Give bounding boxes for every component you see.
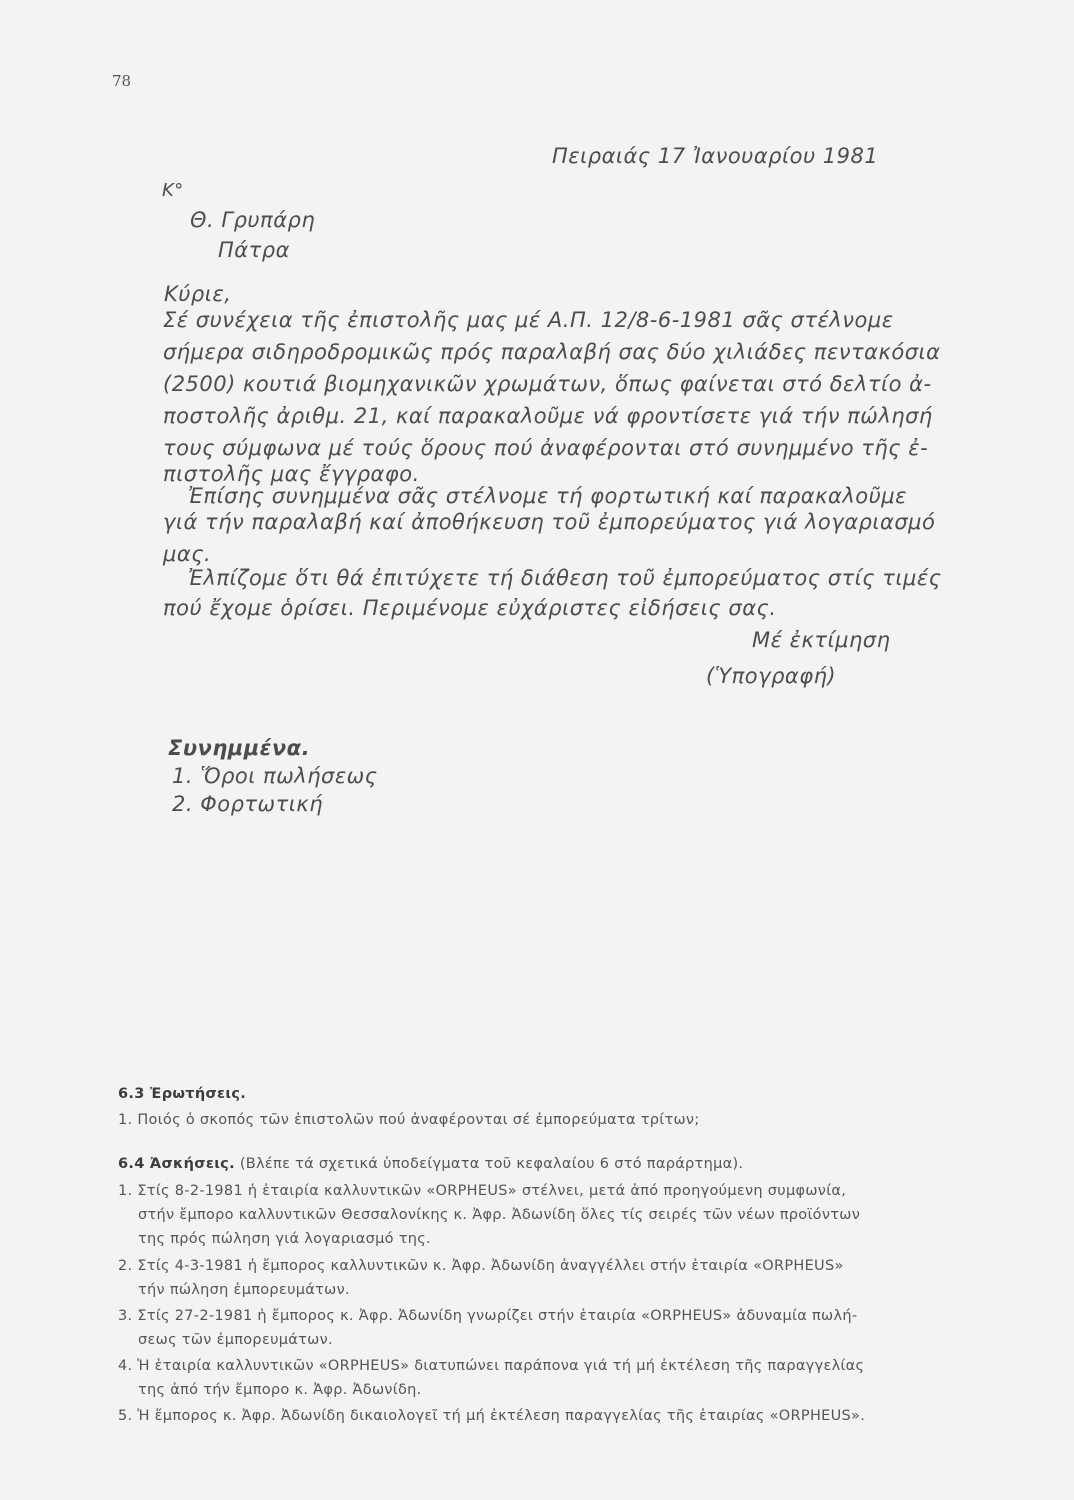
letter-body-line: γιά τήν παραλαβή καί ἀποθήκευση τοῦ ἐμπορεύματος γιά λογαριασμό [163,510,936,534]
exercises-note: (Βλέπε τά σχετικά ὑποδείγματα τοῦ κεφαλαίου 6 στό παράρτημα). [239,1156,744,1172]
exercise-line: τήν πώληση ἐμπορευμάτων. [138,1282,350,1298]
salutation: Κύριε, [164,282,232,306]
exercise-line: σεως τῶν ἐμπορευμάτων. [138,1332,333,1348]
attachment-item: 2. Φορτωτική [172,792,324,816]
recipient-city: Πάτρα [218,238,290,262]
address-prefix: Κ° [162,180,184,201]
letter-body-line: τους σύμφωνα μέ τούς ὅρους πού ἀναφέρονται στό συνημμένο τῆς ἐ- [163,436,929,460]
attachments-title: Συνημμένα. [168,736,311,760]
letter-body-line: Ἐλπίζομε ὅτι θά ἐπιτύχετε τή διάθεση τοῦ ἐμπορεύματος στίς τιμές [188,566,942,590]
exercises-header-row [118,1156,743,1172]
exercise-line: 3. Στίς 27-2-1981 ἡ ἔμπορος κ. Ἀφρ. Ἀδωνίδη γνωρίζει στήν ἑταιρία «ORPHEUS» ἀδυναμία πωλή- [118,1308,858,1324]
exercise-line: 5. Ἡ ἔμπορος κ. Ἀφρ. Ἀδωνίδη δικαιολογεῖ τή μή ἐκτέλεση παραγγελίας τῆς ἑταιρίας «ORPHEUS». [118,1408,866,1424]
letter-body-line: μας. [163,542,212,566]
exercise-line: 1. Στίς 8-2-1981 ἡ ἑταιρία καλλυντικῶν «ORPHEUS» στέλνει, μετά ἀπό προηγούμενη συμφωνία, [118,1183,847,1199]
letter-body-line: Ἐπίσης συνημμένα σᾶς στέλνομε τή φορτωτική καί παρακαλοῦμε [188,484,907,508]
question-item: 1. Ποιός ὁ σκοπός τῶν ἐπιστολῶν πού ἀναφέρονται σέ ἐμπορεύματα τρίτων; [118,1112,700,1128]
letter-body-line: Σέ συνέχεια τῆς ἐπιστολῆς μας μέ Α.Π. 12/8-6-1981 σᾶς στέλνομε [163,308,894,332]
letter-signature: (Ὑπογραφή) [706,664,837,688]
questions-heading: 6.3 Ἐρωτήσεις. [118,1086,247,1102]
letter-body-line: ποστολῆς ἀριθμ. 21, καί παρακαλοῦμε νά φροντίσετε γιά τήν πώλησή [163,404,933,428]
exercise-line: 2. Στίς 4-3-1981 ἡ ἔμπορος καλλυντικῶν κ. Ἀφρ. Ἀδωνίδη ἀναγγέλλει στήν ἑταιρία «ORPHEUS» [118,1258,844,1274]
page-number: 78 [112,72,132,90]
attachment-item: 1. Ὅροι πωλήσεως [172,764,378,788]
exercise-line: της πρός πώληση γιά λογαριασμό της. [138,1231,431,1247]
exercise-line: στήν ἔμπορο καλλυντικῶν Θεσσαλονίκης κ. Ἀφρ. Ἀδωνίδη ὅλες τίς σειρές τῶν νέων προϊόντων [138,1207,861,1223]
exercise-line: 4. Ἡ ἑταιρία καλλυντικῶν «ORPHEUS» διατυπώνει παράπονα γιά τή μή ἐκτέλεση τῆς παραγγελίας [118,1358,865,1374]
letter-body-line: σήμερα σιδηροδρομικῶς πρός παραλαβή σας δύο χιλιάδες πεντακόσια [163,340,941,364]
letter-closing: Μέ ἐκτίμηση [752,628,891,652]
letter-date: Πειραιάς 17 Ἰανουαρίου 1981 [552,144,879,168]
recipient-name: Θ. Γρυπάρη [190,208,316,232]
exercises-heading: 6.4 Ἀσκήσεις. [118,1156,235,1172]
letter-body-line: πιστολῆς μας ἔγγραφο. [163,462,420,486]
exercise-line: της ἀπό τήν ἔμπορο κ. Ἀφρ. Ἀδωνίδη. [138,1382,422,1398]
letter-body-line: πού ἔχομε ὁρίσει. Περιμένομε εὐχάριστες εἰδήσεις σας. [163,596,777,620]
letter-body-line: (2500) κουτιά βιομηχανικῶν χρωμάτων, ὅπως φαίνεται στό δελτίο ἀ- [163,372,932,396]
